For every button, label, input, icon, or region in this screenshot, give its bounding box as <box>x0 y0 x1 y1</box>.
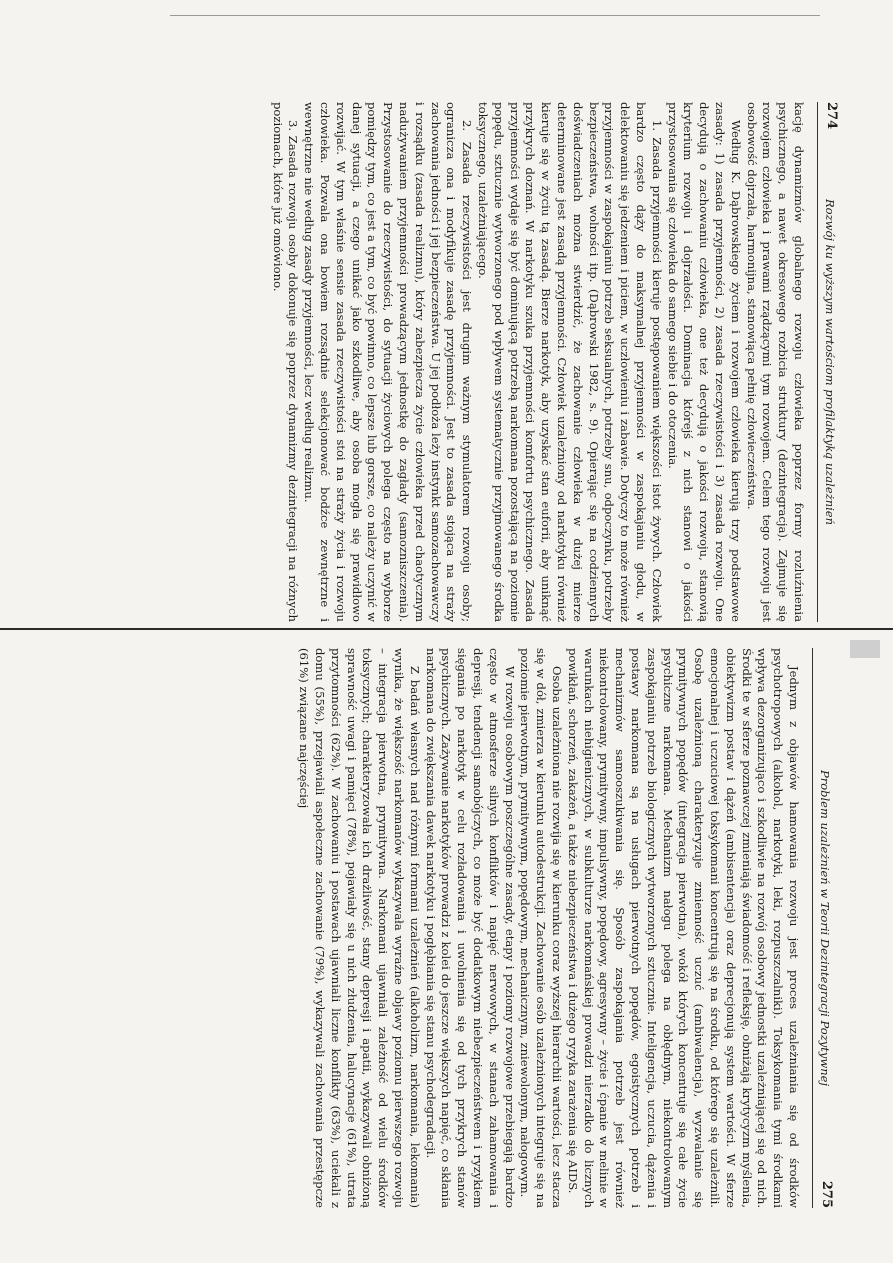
page-number: 275 <box>819 1180 834 1208</box>
page-274 <box>85 102 840 622</box>
running-head: Problem uzależnień w Teorii Dezintegracji Pozytywnej <box>818 769 832 1087</box>
scan-artifact <box>850 640 880 658</box>
paragraph: Osoba uzależniona nie rozwija się w kierunku coraz wyższej hierarchii wartości, lecz stacza się w dół, zmierza w kierunku autodestrukcji. Zachowanie osób uzależnionych integruje się na poziomie pierwotnym, prymitywnym, popędowym, mechanicznym, zniewolonym, nałogowym. <box>518 648 565 1208</box>
paragraph: Jednym z objawów hamowania rozwoju jest proces uzależniania się od środków psychotropowych (alkohol, narkotyki, leki, rozpuszczalniki). Toksykomania tymi środkami wpływa dezorganizująco i szkodliwie na rozwój osobowy jednostki uzależniającej się od nich. Środki te w sferze poznawczej zmieniają świadomość i refleksję, obniżają krytycyzm myślenia, obiektywizm postaw i dążeń (ambisentencja) oraz deprecjonują system wartości. W sferze emocjonalnej i uczuciowej toksykomani koncentrują się na środku, od którego się uzależnili. Osobę uzależnioną charakteryzuje zmienność uczuć (ambiwalencja), wyzwalanie się prymitywnych popędów (integracja pierwotna), wokół których koncentruje się całe życie psychiczne narkomana. Mechanizm nałogu polega na obłędnym, niekontrolowanym zaspokajaniu potrzeb biologicznych wytworzonych sztucznie. Inteligencja, uczucia, dążenia i postawy narkomana są na usługach pierwotnych popędów, egoistycznych potrzeb i mechanizmów samooszukiwania się. Sposób zaspokajania potrzeb jest również niekontrolowany, prymitywny, impulsywny, popędowy, agresywny – życie i ćpanie w melinie w warunkach niehigienicznych, w subkulturze narkomańskiej prowadzi nierzadko do licznych powikłań, schorzeń, zakażeń, a także niebezpieczeństwa i dużego ryzyka zarażenia się AIDS. <box>565 648 801 1208</box>
page-275 <box>65 648 835 1208</box>
scan-artifact <box>170 15 820 16</box>
paragraph: 3. Zasada rozwoju osoby dokonuje się poprzez dynamizmy dezintegracji na różnych poziomach, które już omówiono. <box>270 102 301 622</box>
running-head: Rozwój ku wyższym wartościom profilaktyką uzależnień <box>823 198 837 526</box>
page-body <box>269 102 806 622</box>
page-body <box>296 648 802 1208</box>
page-header <box>812 648 835 1208</box>
paragraph: Z badań własnych nad różnymi formami uzależnień (alkoholizm, narkomania, lekomania) wynika, że większość narkomanów wykazywała wyraźne objawy poziomu pierwszego rozwoju – integracja pierwotna, prymitywna. Narkomani ujawniali zależność od wielu środków toksycznych; charakteryzowała ich drażliwość, stany depresji i apatii, wykazywali obniżoną sprawność uwagi i pamięci (78%), pojawiały się u nich złudzenia, halucynacje (61%), utrata przytomności (62%). W zachowaniu i postawach ujawniali liczne konflikty (63%), uciekali z domu (55%), przejawiali aspołeczne zachowanie (79%), wykazywali zachowania przestępcze (61%) związane najczęściej <box>297 648 422 1208</box>
paragraph: 2. Zasada rzeczywistości jest drugim ważnym stymulatorem rozwoju osoby; ogranicza ona i modyfikuje zasadę przyjemności. Jest to zasada stojąca na straży zachowania jedności i jej bezpieczeństwa. U jej podłoża leży instynkt samozachowawczy i rozsądku (zasada realizmu), który zabezpiecza życie człowieka przed chaotycznym nadużywaniem przyjemności prowadzącym jednostkę do zagłady (samozniszczenia). Przystosowanie do rzeczywistości, do sytuacji życiowych polega często na wyborze pomiędzy tym, co jest a tym, co być powinno, co lepsze lub gorsze, co należy uczynić w danej sytuacji, a czego unikać jako szkodliwe, aby osoba mogła się prawidłowo rozwijać. W tym właśnie sensie zasada rzeczywistości stoi na straży życia i rozwoju człowieka. Pozwala ona bowiem rozsądnie selekcjonować bodźce zewnętrzne i wewnętrzne nie według zasady przyjemności, lecz według realizmu. <box>302 102 475 622</box>
paragraph: kację dynamizmów globalnego rozwoju człowieka poprzez formy rozluźnienia psychicznego, a nawet okresowego rozbicia struktury (dezintegracja). Zajmuje się rozwojem człowieka i prawami rządzącymi tym rozwojem. Celem tego rozwoju jest osobowość dojrzała, harmonijna, stanowiąca pełnię człowieczeństwa. <box>744 102 806 622</box>
page-divider <box>0 628 893 630</box>
page-header <box>817 102 840 622</box>
paragraph: W rozwoju osobowym poszczególne zasady, etapy i poziomy rozwojowe przebiegają bardzo często w atmosferze silnych konfliktów i napięć nerwowych, w stanach zahamowania i depresji, tendencji samobójczych, co może być dodatkowym niebezpieczeństwem i ryzykiem sięgania po narkotyk w celu rozładowania i uwolnienia się od tych przykrych stanów psychicznych. Zażywanie narkotyków prowadzi z kolei do jeszcze większych napięć, co skłania narkomana do zwiększania dawek narkotyku i pogłębiania się stanu psychodegradacji. <box>423 648 517 1208</box>
paragraph: 1. Zasada przyjemności kieruje postępowaniem większości istot żywych. Człowiek bardzo często dąży do maksymalnej przyjemności w zaspokajaniu głodu, w delektowaniu się jedzeniem i piciem, w uczłowieniu i zabawie. Dotyczy to może również przyjemności w zaspokajaniu potrzeb seksualnych, potrzeby snu, odpoczynku, potrzeby bezpieczeństwa, wolności itp. (Dąbrowski 1982, s. 9). Opierając się na codziennych doświadczeniach można stwierdzić, że zachowanie człowieka w dużej mierze determinowane jest zasadą przyjemności. Człowiek uzależniony od narkotyku również kieruje się w życiu tą zasadą. Bierze narkotyk, aby uzyskać stan euforii, aby uniknąć przykrych doznań. W narkotyku szuka przyjemności komfortu psychicznego. Zasada przyjemności wydaje się być dominującą potrzebą narkomana pozostającą na poziomie popędu, sztucznie wytworzonego pod wpływem systematycznie przyjmowanego środka toksycznego, uzależniającego. <box>476 102 664 622</box>
page-number: 274 <box>824 102 839 130</box>
paragraph: Według K. Dąbrowskiego życiem i rozwojem człowieka kierują trzy podstawowe zasady: 1) zasada przyjemności, 2) zasada rzeczywistości i 3) zasada rozwoju. One decydują o zachowaniu człowieka, one też decydują o jakości rozwoju, stanowią kryterium rozwoju i dojrzałości. Dominacja którejś z nich stanowi o jakości przystosowania się człowieka do samego siebie i do otoczenia. <box>665 102 743 622</box>
